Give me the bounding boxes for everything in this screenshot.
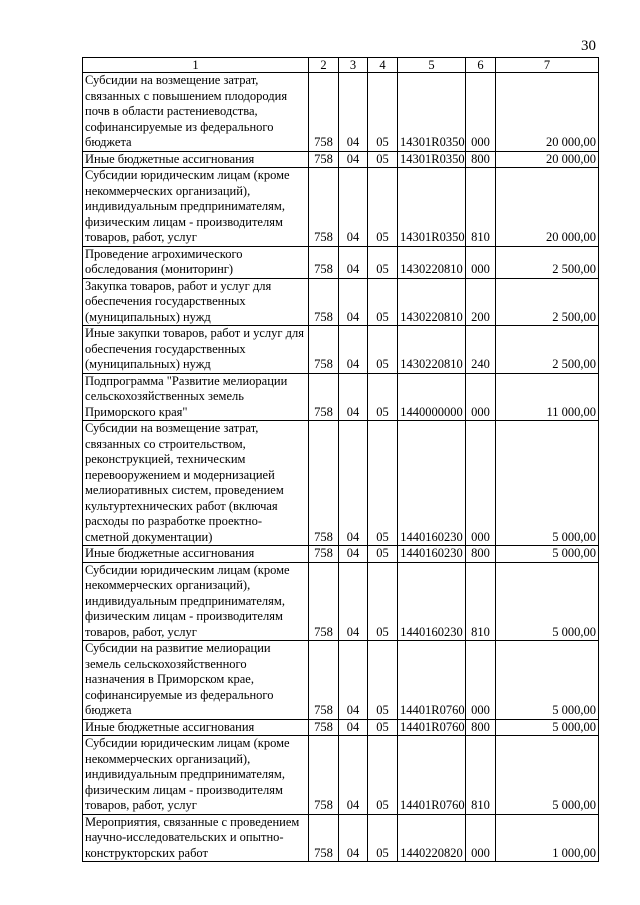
ministry-code-cell: 758 [309,641,339,720]
expense-type-code-cell: 810 [466,562,496,641]
target-article-code-cell: 14401R0760 [398,641,466,720]
expense-name-cell: Субсидии юридическим лицам (кроме некоммерческих организаций), индивидуальным предпринимателям, физическим лицам - производителям товаров, работ, услуг [83,736,309,815]
table-row [83,73,599,152]
expense-name-cell: Подпрограмма "Развитие мелиорации сельскохозяйственных земель Приморского края" [83,373,309,421]
section-code-cell: 04 [339,168,368,247]
expense-name-cell: Иные бюджетные ассигнования [83,151,309,168]
expense-type-code-cell: 000 [466,421,496,546]
expense-name-cell: Субсидии юридическим лицам (кроме некоммерческих организаций), индивидуальным предпринимателям, физическим лицам - производителям товаров, работ, услуг [83,168,309,247]
column-header-5: 5 [398,58,466,73]
column-header-6: 6 [466,58,496,73]
section-code-cell: 04 [339,246,368,278]
subsection-code-cell: 05 [368,246,398,278]
subsection-code-cell: 05 [368,151,398,168]
table-row [83,641,599,720]
table-row [83,421,599,546]
target-article-code-cell: 14301R0350 [398,73,466,152]
amount-cell: 5 000,00 [496,562,599,641]
subsection-code-cell: 05 [368,546,398,563]
table-row [83,373,599,421]
amount-cell: 5 000,00 [496,641,599,720]
expense-name-cell: Субсидии на возмещение затрат, связанных с повышением плодородия почв в области растениеводства, софинансируемые из федерального бюджета [83,73,309,152]
section-code-cell: 04 [339,719,368,736]
expense-type-code-cell: 200 [466,278,496,326]
expense-type-code-cell: 800 [466,151,496,168]
ministry-code-cell: 758 [309,736,339,815]
expense-type-code-cell: 240 [466,326,496,374]
section-code-cell: 04 [339,814,368,862]
section-code-cell: 04 [339,562,368,641]
expense-name-cell: Субсидии юридическим лицам (кроме некоммерческих организаций), индивидуальным предпринимателям, физическим лицам - производителям товаров, работ, услуг [83,562,309,641]
ministry-code-cell: 758 [309,151,339,168]
target-article-code-cell: 14401R0760 [398,736,466,815]
expense-name-cell: Субсидии на возмещение затрат, связанных со строительством, реконструкцией, техническим перевооружением и модернизацией мелиоративных систем, проведением культуртехнических работ (включая расходы по разработке проектно-сметной документации) [83,421,309,546]
subsection-code-cell: 05 [368,641,398,720]
table-row [83,814,599,862]
section-code-cell: 04 [339,546,368,563]
ministry-code-cell: 758 [309,814,339,862]
expense-name-cell: Субсидии на развитие мелиорации земель сельскохозяйственного назначения в Приморском крае, софинансируемые из федерального бюджета [83,641,309,720]
table-row [83,326,599,374]
ministry-code-cell: 758 [309,562,339,641]
subsection-code-cell: 05 [368,719,398,736]
column-header-7: 7 [496,58,599,73]
expense-name-cell: Проведение агрохимического обследования (мониторинг) [83,246,309,278]
expense-name-cell: Иные бюджетные ассигнования [83,546,309,563]
subsection-code-cell: 05 [368,278,398,326]
expense-type-code-cell: 800 [466,546,496,563]
target-article-code-cell: 14301R0350 [398,151,466,168]
section-code-cell: 04 [339,421,368,546]
target-article-code-cell: 1440000000 [398,373,466,421]
table-row [83,278,599,326]
ministry-code-cell: 758 [309,246,339,278]
expense-type-code-cell: 000 [466,73,496,152]
expense-type-code-cell: 000 [466,814,496,862]
expense-type-code-cell: 000 [466,246,496,278]
subsection-code-cell: 05 [368,736,398,815]
amount-cell: 20 000,00 [496,73,599,152]
subsection-code-cell: 05 [368,814,398,862]
target-article-code-cell: 1440160230 [398,562,466,641]
target-article-code-cell: 1440160230 [398,546,466,563]
expense-name-cell: Закупка товаров, работ и услуг для обеспечения государственных (муниципальных) нужд [83,278,309,326]
section-code-cell: 04 [339,278,368,326]
subsection-code-cell: 05 [368,168,398,247]
expense-type-code-cell: 000 [466,373,496,421]
table-row [83,719,599,736]
amount-cell: 2 500,00 [496,326,599,374]
target-article-code-cell: 1430220810 [398,246,466,278]
column-header-1: 1 [83,58,309,73]
target-article-code-cell: 1430220810 [398,326,466,374]
amount-cell: 1 000,00 [496,814,599,862]
amount-cell: 20 000,00 [496,168,599,247]
expense-name-cell: Мероприятия, связанные с проведением научно-исследовательских и опытно-конструкторских работ [83,814,309,862]
expense-type-code-cell: 810 [466,736,496,815]
budget-table [82,57,599,862]
page-number: 30 [581,38,596,54]
section-code-cell: 04 [339,73,368,152]
section-code-cell: 04 [339,736,368,815]
amount-cell: 5 000,00 [496,719,599,736]
subsection-code-cell: 05 [368,326,398,374]
amount-cell: 20 000,00 [496,151,599,168]
ministry-code-cell: 758 [309,421,339,546]
expense-name-cell: Иные бюджетные ассигнования [83,719,309,736]
amount-cell: 2 500,00 [496,278,599,326]
section-code-cell: 04 [339,326,368,374]
section-code-cell: 04 [339,151,368,168]
column-header-2: 2 [309,58,339,73]
ministry-code-cell: 758 [309,373,339,421]
section-code-cell: 04 [339,641,368,720]
table-row [83,168,599,247]
section-code-cell: 04 [339,373,368,421]
ministry-code-cell: 758 [309,73,339,152]
amount-cell: 5 000,00 [496,421,599,546]
target-article-code-cell: 1440220820 [398,814,466,862]
amount-cell: 5 000,00 [496,736,599,815]
subsection-code-cell: 05 [368,73,398,152]
ministry-code-cell: 758 [309,278,339,326]
ministry-code-cell: 758 [309,546,339,563]
ministry-code-cell: 758 [309,326,339,374]
table-row [83,246,599,278]
amount-cell: 2 500,00 [496,246,599,278]
amount-cell: 5 000,00 [496,546,599,563]
table-body [83,73,599,862]
target-article-code-cell: 1430220810 [398,278,466,326]
ministry-code-cell: 758 [309,719,339,736]
expense-type-code-cell: 000 [466,641,496,720]
expense-name-cell: Иные закупки товаров, работ и услуг для обеспечения государственных (муниципальных) нужд [83,326,309,374]
subsection-code-cell: 05 [368,373,398,421]
column-header-3: 3 [339,58,368,73]
target-article-code-cell: 14301R0350 [398,168,466,247]
expense-type-code-cell: 800 [466,719,496,736]
subsection-code-cell: 05 [368,562,398,641]
table-row [83,562,599,641]
subsection-code-cell: 05 [368,421,398,546]
column-header-4: 4 [368,58,398,73]
amount-cell: 11 000,00 [496,373,599,421]
table-row [83,736,599,815]
ministry-code-cell: 758 [309,168,339,247]
expense-type-code-cell: 810 [466,168,496,247]
table-row [83,151,599,168]
target-article-code-cell: 14401R0760 [398,719,466,736]
target-article-code-cell: 1440160230 [398,421,466,546]
header-row [83,58,599,73]
table-row [83,546,599,563]
